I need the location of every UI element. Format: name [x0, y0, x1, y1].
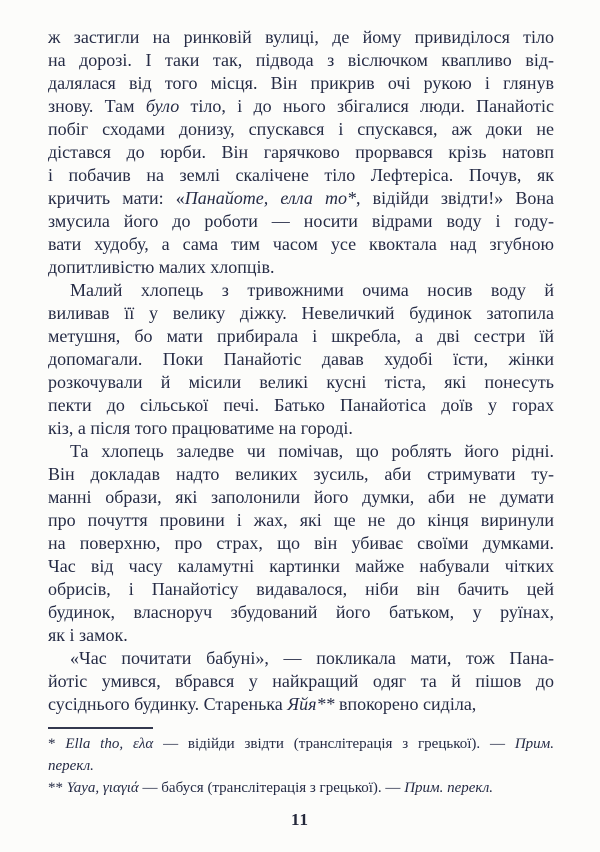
text-line: [48, 348, 554, 371]
text-run: «Час почитати бабуні», — покликала мати, тож Пана-: [70, 648, 554, 668]
body-text: [48, 26, 554, 716]
text-run: Малий хлопець з тривожними очима носив воду й: [70, 280, 554, 300]
footnote: [48, 733, 554, 777]
text-run: сусіднього будинку. Старенька: [48, 694, 288, 714]
text-line: [48, 325, 554, 348]
text-run: кіз, а після того працюватиме на городі.: [48, 418, 353, 438]
text-line: [48, 601, 554, 624]
italic-text-run: Прим. перекл.: [404, 780, 494, 796]
text-run: метушня, бо мати прибирала і шкребла, а дві сестри їй: [48, 326, 554, 346]
italic-text-run: Прим.: [514, 736, 554, 752]
text-line: [48, 532, 554, 555]
text-line: [48, 578, 554, 601]
text-run: знову. Там: [48, 96, 146, 116]
text-run: як і замок.: [48, 625, 128, 645]
footnote-line: [48, 755, 554, 777]
text-run: побіг сходами донизу, спускався і спускався, аж доки не: [48, 119, 554, 139]
text-run: впокорено сиділа,: [334, 694, 477, 714]
text-run: пекти до сільської печі. Батько Панайотіса доїв у горах: [48, 395, 554, 415]
text-line: [48, 463, 554, 486]
italic-text-run: перекл.: [48, 758, 94, 774]
text-run: змусила його до роботи — носити відрами воду і году-: [48, 211, 554, 231]
text-line: [48, 233, 554, 256]
text-run: **: [48, 780, 67, 796]
text-run: виливав її у велику діжку. Невеличкий будинок затопила: [48, 303, 554, 323]
text-run: допомагали. Поки Панайотіс давав худобі їсти, жінки: [48, 349, 554, 369]
text-run: манні образи, які заполонили його думки, аби не думати: [48, 487, 554, 507]
text-run: розкочували й місили великі кусні тіста, які понесуть: [48, 372, 554, 392]
text-line: [48, 670, 554, 693]
text-run: — відійди звідти (транслітерація з грецької). —: [153, 736, 515, 752]
text-line: [48, 49, 554, 72]
text-run: дістався до юрби. Він гарячково прорвався крізь натовп: [48, 142, 554, 162]
text-line: [48, 417, 554, 440]
text-line: [48, 624, 554, 647]
text-run: Та хлопець заледве чи помічав, що роблять його рідні.: [70, 441, 554, 461]
text-line: [48, 440, 554, 463]
text-run: йотіс умився, вбрався у найкращий одяг та й пішов до: [48, 671, 554, 691]
text-line: [48, 394, 554, 417]
text-run: на поверхню, про страх, що він убиває своїми думками.: [48, 533, 554, 553]
footnote-line: [48, 733, 554, 755]
paragraph: [48, 440, 554, 647]
text-run: тіло, і до нього збігалися люди. Панайотіс: [179, 96, 554, 116]
text-line: [48, 486, 554, 509]
paragraph: [48, 279, 554, 440]
footnote-separator: [48, 727, 153, 729]
text-run: вати худобу, а сама тим часом усе квоктала над згубною: [48, 234, 554, 254]
text-run: обрисів, і Панайотісу видавалося, ніби він бачить цей: [48, 579, 554, 599]
text-line: [48, 26, 554, 49]
text-line: [48, 118, 554, 141]
text-line: [48, 187, 554, 210]
text-line: [48, 141, 554, 164]
text-run: далялася від того місця. Він прикрив очі рукою і глянув: [48, 73, 554, 93]
text-run: Час від часу каламутні картинки майже набували чітких: [48, 556, 554, 576]
text-line: [48, 371, 554, 394]
footnotes: [48, 733, 554, 799]
text-run: і побачив на землі скалічене тіло Лефтеріса. Почув, як: [48, 165, 554, 185]
text-run: кричить мати: «: [48, 188, 185, 208]
text-run: ж застигли на ринковій вулиці, де йому привиділося тіло: [48, 27, 554, 47]
italic-text-run: Ella tho, ελα: [65, 736, 154, 752]
text-run: на дорозі. І таки так, підвода з віслючком квапливо від-: [48, 50, 554, 70]
footnote-line: [48, 777, 554, 799]
text-run: — бабуся (транслітерація з грецької). —: [138, 780, 405, 796]
text-line: [48, 509, 554, 532]
italic-text-run: Yaya, γιαγιά: [66, 780, 139, 796]
text-line: [48, 693, 554, 716]
text-line: [48, 72, 554, 95]
text-line: [48, 210, 554, 233]
text-run: Він докладав надто великих зусиль, аби стримувати ту-: [48, 464, 554, 484]
italic-text-run: було: [145, 96, 180, 116]
italic-text-run: Панайоте, елла то*: [184, 188, 356, 208]
italic-text-run: Яйя**: [287, 694, 335, 714]
text-line: [48, 555, 554, 578]
page-number: 11: [290, 810, 310, 829]
text-line: [48, 279, 554, 302]
footnote: [48, 777, 554, 799]
text-run: *: [48, 736, 66, 752]
text-run: допитливістю малих хлопців.: [48, 257, 275, 277]
text-run: будинок, власноруч збудований його батьком, у руїнах,: [48, 602, 554, 622]
paragraph: [48, 647, 554, 716]
text-line: [48, 95, 554, 118]
text-run: про почуття провини і жах, які ще не до кінця виринули: [48, 510, 554, 530]
text-run: , відійди звідти!» Вона: [356, 188, 554, 208]
text-line: [48, 164, 554, 187]
text-line: [48, 302, 554, 325]
text-line: [48, 256, 554, 279]
paragraph: [48, 26, 554, 279]
text-line: [48, 647, 554, 670]
